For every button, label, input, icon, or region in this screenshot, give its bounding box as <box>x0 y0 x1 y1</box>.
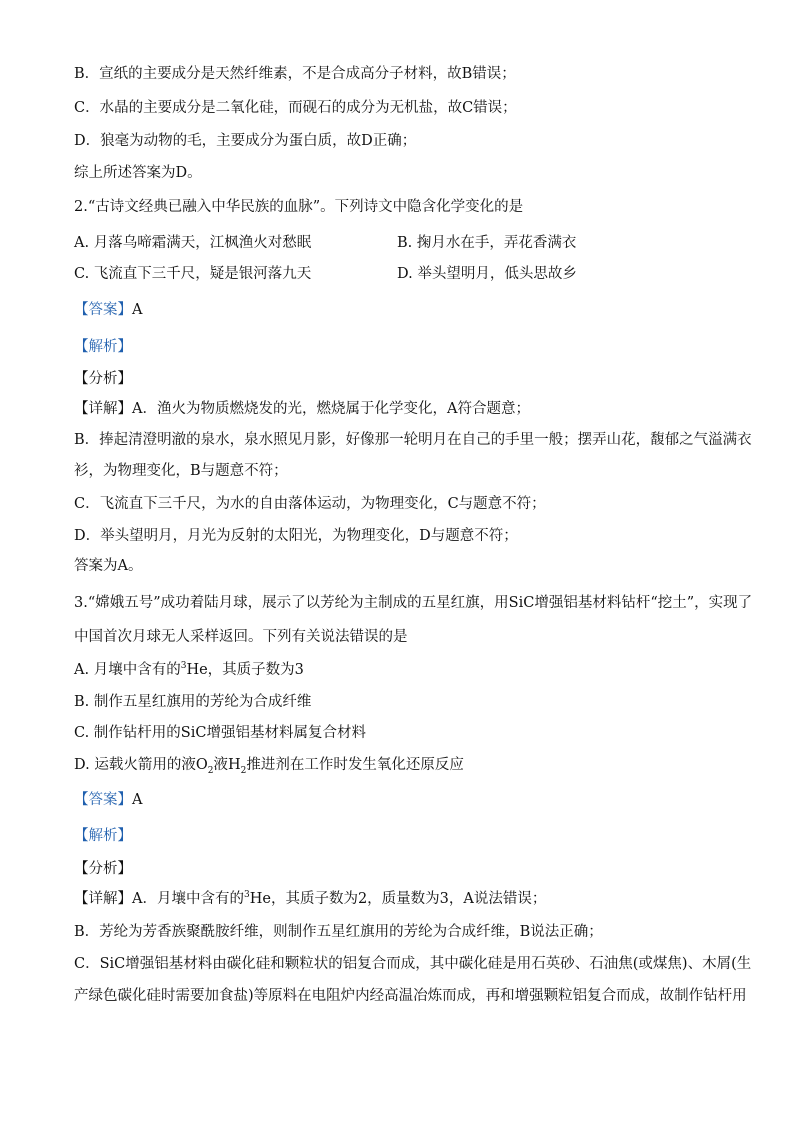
mass-number: 3 <box>180 661 187 672</box>
q3-detail-a <box>74 889 546 909</box>
q3-option-d <box>74 755 464 775</box>
q3-detail-c1: C．SiC增强铝基材料由碳化硅和颗粒状的铝复合而成，其中碳化硅是用石英砂、石油焦(或煤焦)、木屑(生 <box>74 956 752 972</box>
q3-option-a <box>74 660 304 680</box>
q1-analysis-c: C．水晶的主要成分是二氧化硅，而砚石的成分为无机盐，故C错误； <box>74 100 517 116</box>
q3-stem-line1: 3.“嫦娥五号”成功着陆月球，展示了以芳纶为主制成的五星红旗，用SiC增强铝基材料钻杆“挖土”，实现了 <box>74 595 753 611</box>
answer-value: A <box>132 302 143 318</box>
q2-option-b: B. 掬月水在手，弄花香满衣 <box>397 235 577 251</box>
detail-text: He，其质子数为2，质量数为3，A说法错误； <box>249 891 547 907</box>
q2-detail-a <box>74 399 530 419</box>
q3-stem-line2: 中国首次月球无人采样返回。下列有关说法错误的是 <box>74 629 408 645</box>
q3-jiexi-tag: 【解析】 <box>74 828 132 844</box>
q2-stem: 2.“古诗文经典已融入中华民族的血脉”。下列诗文中隐含化学变化的是 <box>74 199 524 215</box>
detail-text: A．渔火为物质燃烧发的光，燃烧属于化学变化，A符合题意； <box>132 401 530 417</box>
q2-option-a: A. 月落乌啼霜满天，江枫渔火对愁眠 <box>74 235 312 251</box>
subscript: 2 <box>207 765 214 776</box>
q2-detail-b2: 衫，为物理变化，B与题意不符； <box>74 463 288 479</box>
q3-answer-line <box>74 790 142 810</box>
answer-tag: 【答案】 <box>74 792 132 808</box>
detail-text: A．月壤中含有的 <box>132 891 244 907</box>
answer-tag: 【答案】 <box>74 302 132 318</box>
q3-option-b: B. 制作五星红旗用的芳纶为合成纤维 <box>74 694 312 710</box>
q3-detail-c2: 产绿色碳化硅时需要加食盐)等原料在电阻炉内经高温冶炼而成，再和增强颗粒铝复合而成，故制作钻杆用 <box>74 988 747 1004</box>
q2-answer-line <box>74 300 142 320</box>
q2-detail-c: C．飞流直下三千尺，为水的自由落体运动，为物理变化，C与题意不符； <box>74 496 546 512</box>
subscript: 2 <box>240 765 247 776</box>
answer-value: A <box>132 792 143 808</box>
q1-analysis-d: D．狼毫为动物的毛，主要成分为蛋白质，故D正确； <box>74 133 417 149</box>
q2-detail-b1: B．捧起清澄明澈的泉水，泉水照见月影，好像那一轮明月在自己的手里一般；摆弄山花，馥郁之气溢满衣 <box>74 432 752 448</box>
q1-summary: 综上所述答案为D。 <box>74 165 202 181</box>
detail-tag: 【详解】 <box>74 401 132 417</box>
q3-option-a-post: He，其质子数为3 <box>186 662 304 678</box>
q3-option-c: C. 制作钻杆用的SiC增强铝基材料属复合材料 <box>74 725 366 741</box>
detail-tag: 【详解】 <box>74 891 132 907</box>
q2-detail-d: D．举头望明月，月光为反射的太阳光，为物理变化，D与题意不符； <box>74 528 518 544</box>
q3-option-a-pre: A. 月壤中含有的 <box>74 662 181 678</box>
q3-option-d-mid: 液H <box>213 757 241 773</box>
q2-jiexi-tag: 【解析】 <box>74 339 132 355</box>
q3-option-d-pre: D. 运载火箭用的液O <box>74 757 208 773</box>
q2-option-d: D. 举头望明月，低头思故乡 <box>397 266 577 282</box>
q2-summary: 答案为A。 <box>74 558 143 574</box>
q3-option-d-post: 推进剂在工作时发生氧化还原反应 <box>246 757 464 773</box>
q1-analysis-b: B．宣纸的主要成分是天然纤维素，不是合成高分子材料，故B错误； <box>74 66 516 82</box>
q2-option-c: C. 飞流直下三千尺，疑是银河落九天 <box>74 266 312 282</box>
mass-number: 3 <box>243 890 250 901</box>
q3-fenxi-tag: 【分析】 <box>74 861 132 877</box>
q2-fenxi-tag: 【分析】 <box>74 371 132 387</box>
q3-detail-b: B．芳纶为芳香族聚酰胺纤维，则制作五星红旗用的芳纶为合成纤维，B说法正确； <box>74 924 603 940</box>
